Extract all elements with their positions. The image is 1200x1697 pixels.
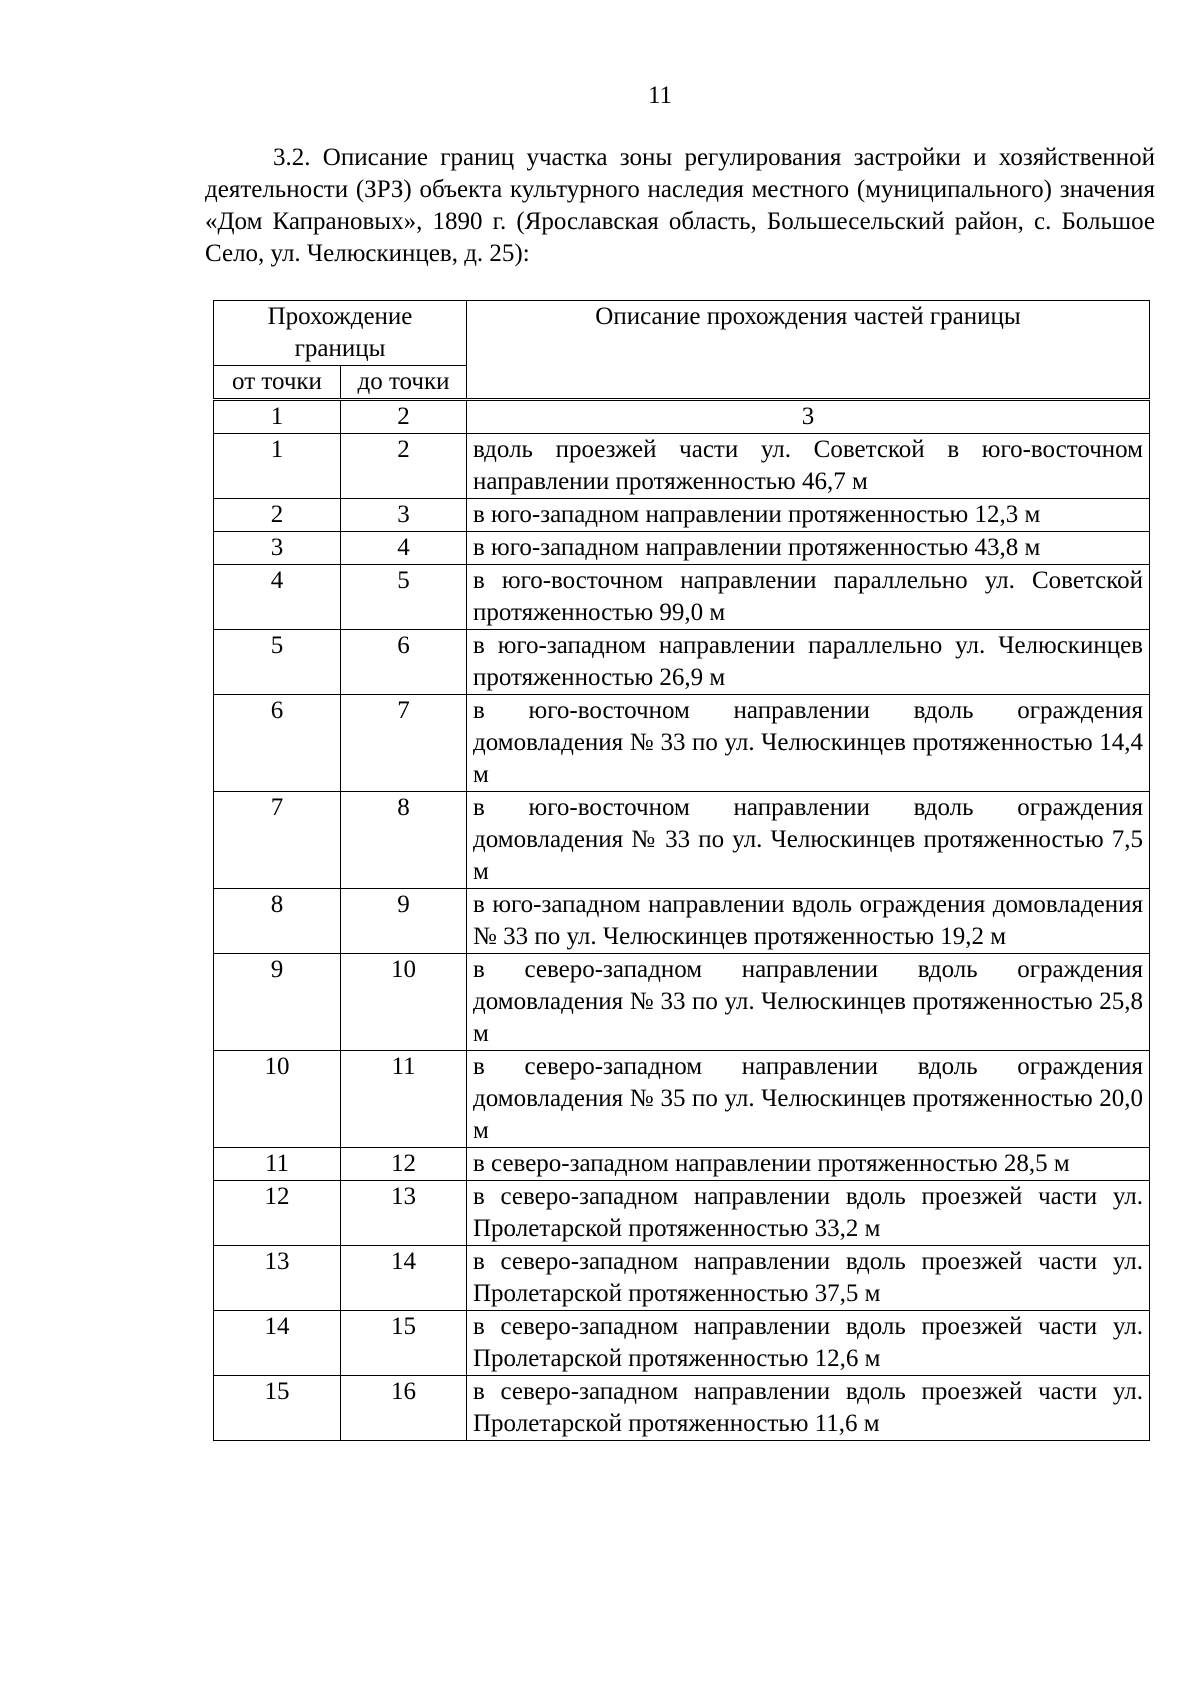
description-cell: в юго-западном направлении протяженностью 43,8 м	[467, 532, 1150, 565]
header-boundary-passage: Прохождение границы	[214, 301, 467, 366]
point-to-cell: 12	[341, 1148, 467, 1181]
point-to-cell: 3	[341, 499, 467, 532]
table-row	[214, 499, 1150, 532]
table-row	[214, 630, 1150, 695]
description-cell: в юго-западном направлении вдоль ограждения домовладения № 33 по ул. Челюскинцев протяженностью 19,2 м	[467, 889, 1150, 954]
description-cell: в северо-западном направлении вдоль проезжей части ул. Пролетарской протяженностью 12,6 м	[467, 1311, 1150, 1376]
description-cell: в северо-западном направлении вдоль ограждения домовладения № 33 по ул. Челюскинцев протяженностью 25,8 м	[467, 954, 1150, 1051]
column-number: 2	[341, 400, 467, 434]
point-from-cell: 11	[214, 1148, 341, 1181]
point-from-cell: 3	[214, 532, 341, 565]
table-row	[214, 1181, 1150, 1246]
point-to-cell: 7	[341, 695, 467, 792]
point-from-cell: 6	[214, 695, 341, 792]
point-to-cell: 10	[341, 954, 467, 1051]
point-to-cell: 8	[341, 792, 467, 889]
point-to-cell: 6	[341, 630, 467, 695]
column-number: 3	[467, 400, 1150, 434]
description-cell: в северо-западном направлении вдоль проезжей части ул. Пролетарской протяженностью 33,2 м	[467, 1181, 1150, 1246]
point-from-cell: 13	[214, 1246, 341, 1311]
column-number: 1	[214, 400, 341, 434]
header-to-point: до точки	[341, 366, 467, 400]
description-cell: в юго-западном направлении параллельно ул. Челюскинцев протяженностью 26,9 м	[467, 630, 1150, 695]
point-from-cell: 14	[214, 1311, 341, 1376]
point-to-cell: 15	[341, 1311, 467, 1376]
point-from-cell: 5	[214, 630, 341, 695]
table-row	[214, 532, 1150, 565]
description-cell: в юго-восточном направлении параллельно ул. Советской протяженностью 99,0 м	[467, 565, 1150, 630]
table-row	[214, 565, 1150, 630]
point-from-cell: 7	[214, 792, 341, 889]
description-cell: в северо-западном направлении вдоль проезжей части ул. Пролетарской протяженностью 37,5 м	[467, 1246, 1150, 1311]
section-heading-paragraph: 3.2. Описание границ участка зоны регулирования застройки и хозяйственной деятельности (ЗРЗ) объекта культурного наследия местного (муниципального) значения «Дом Капрановых», 1890 г. (Ярославская область, Большесельский район, с. Большое Село, ул. Челюскинцев, д. 25):	[205, 144, 1155, 267]
description-cell: в юго-восточном направлении вдоль ограждения домовладения № 33 по ул. Челюскинцев протяженностью 14,4 м	[467, 695, 1150, 792]
table-body	[214, 400, 1150, 1441]
table-row	[214, 1051, 1150, 1148]
point-from-cell: 9	[214, 954, 341, 1051]
header-from-point: от точки	[214, 366, 341, 400]
description-cell: в юго-восточном направлении вдоль ограждения домовладения № 33 по ул. Челюскинцев протяженностью 7,5 м	[467, 792, 1150, 889]
table-row	[214, 954, 1150, 1051]
description-cell: в северо-западном направлении вдоль проезжей части ул. Пролетарской протяженностью 11,6 м	[467, 1376, 1150, 1441]
description-cell: в северо-западном направлении вдоль ограждения домовладения № 35 по ул. Челюскинцев протяженностью 20,0 м	[467, 1051, 1150, 1148]
point-to-cell: 5	[341, 565, 467, 630]
header-description: Описание прохождения частей границы	[467, 301, 1150, 400]
point-from-cell: 2	[214, 499, 341, 532]
table-row	[214, 792, 1150, 889]
table-row	[214, 1376, 1150, 1441]
point-to-cell: 14	[341, 1246, 467, 1311]
point-to-cell: 2	[341, 434, 467, 499]
column-number-row	[214, 400, 1150, 434]
table-row	[214, 695, 1150, 792]
description-cell: в северо-западном направлении протяженностью 28,5 м	[467, 1148, 1150, 1181]
table-header-row	[214, 301, 1150, 366]
table-row	[214, 1311, 1150, 1376]
description-cell: в юго-западном направлении протяженностью 12,3 м	[467, 499, 1150, 532]
point-to-cell: 11	[341, 1051, 467, 1148]
boundary-table	[213, 300, 1150, 1441]
point-from-cell: 10	[214, 1051, 341, 1148]
table-row	[214, 434, 1150, 499]
table-row	[214, 889, 1150, 954]
point-to-cell: 9	[341, 889, 467, 954]
point-to-cell: 16	[341, 1376, 467, 1441]
point-to-cell: 13	[341, 1181, 467, 1246]
point-from-cell: 8	[214, 889, 341, 954]
page-number: 11	[647, 82, 673, 109]
point-from-cell: 15	[214, 1376, 341, 1441]
point-to-cell: 4	[341, 532, 467, 565]
table-row	[214, 1148, 1150, 1181]
point-from-cell: 4	[214, 565, 341, 630]
description-cell: вдоль проезжей части ул. Советской в юго-восточном направлении протяженностью 46,7 м	[467, 434, 1150, 499]
point-from-cell: 1	[214, 434, 341, 499]
point-from-cell: 12	[214, 1181, 341, 1246]
table-row	[214, 1246, 1150, 1311]
